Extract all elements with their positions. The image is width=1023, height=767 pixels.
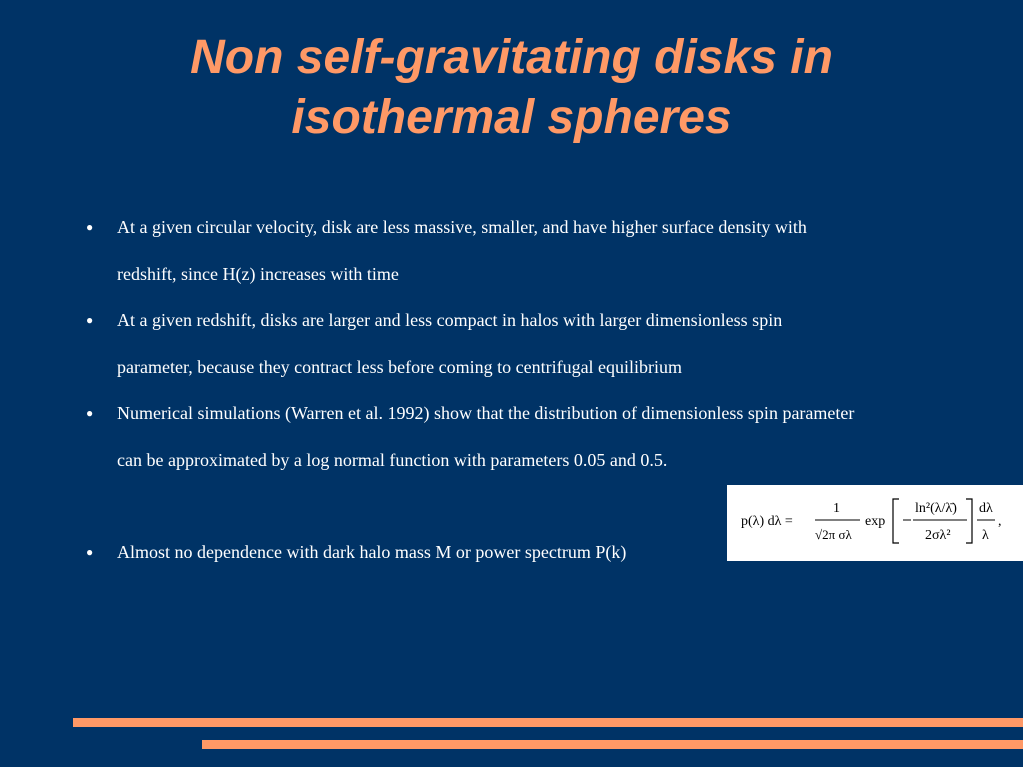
formula-exp: exp (865, 514, 886, 529)
formula-frac3-numerator: dλ (979, 501, 993, 516)
bullet-item (86, 390, 986, 483)
bullet-line: At a given circular velocity, disk are less massive, smaller, and have higher surface density with (117, 217, 807, 237)
bullet-line: can be approximated by a log normal function with parameters 0.05 and 0.5. (117, 449, 668, 470)
bullet-dot-icon: ● (86, 545, 94, 559)
svg-text:,: , (998, 514, 1002, 529)
bullet-line: At a given redshift, disks are larger and less compact in halos with larger dimensionless spin (117, 310, 783, 330)
formula-frac3-denominator: λ (982, 528, 989, 543)
bullet-dot-icon: ● (86, 220, 94, 234)
bullet-line: redshift, since H(z) increases with time (117, 263, 399, 284)
bullet-dot-icon: ● (86, 313, 94, 327)
formula-lhs: p(λ) dλ = (741, 514, 793, 529)
slide-title-line1: Non self-gravitating disks in (190, 31, 833, 84)
bullet-line: parameter, because they contract less before coming to centrifugal equilibrium (117, 356, 683, 377)
formula-frac2-numerator: ln²(λ/λ̄) (915, 501, 957, 516)
formula-frac1-denominator: √2π σλ (815, 527, 852, 542)
accent-bar-bottom (202, 740, 1023, 749)
lognormal-formula-image (727, 485, 1023, 561)
accent-bar-top (73, 718, 1023, 727)
formula-frac2-denominator: 2σλ² (925, 528, 951, 543)
slide-title (0, 28, 1023, 148)
slide-title-line2: isothermal spheres (291, 91, 732, 144)
bullet-line: Almost no dependence with dark halo mass M or power spectrum P(k) (117, 542, 627, 562)
bullet-item (86, 297, 986, 390)
bullet-item (86, 204, 986, 297)
bullet-line: Numerical simulations (Warren et al. 1992) show that the distribution of dimensionless spin parameter (117, 403, 855, 423)
formula-frac1-numerator: 1 (833, 501, 840, 516)
bullet-dot-icon: ● (86, 406, 94, 420)
